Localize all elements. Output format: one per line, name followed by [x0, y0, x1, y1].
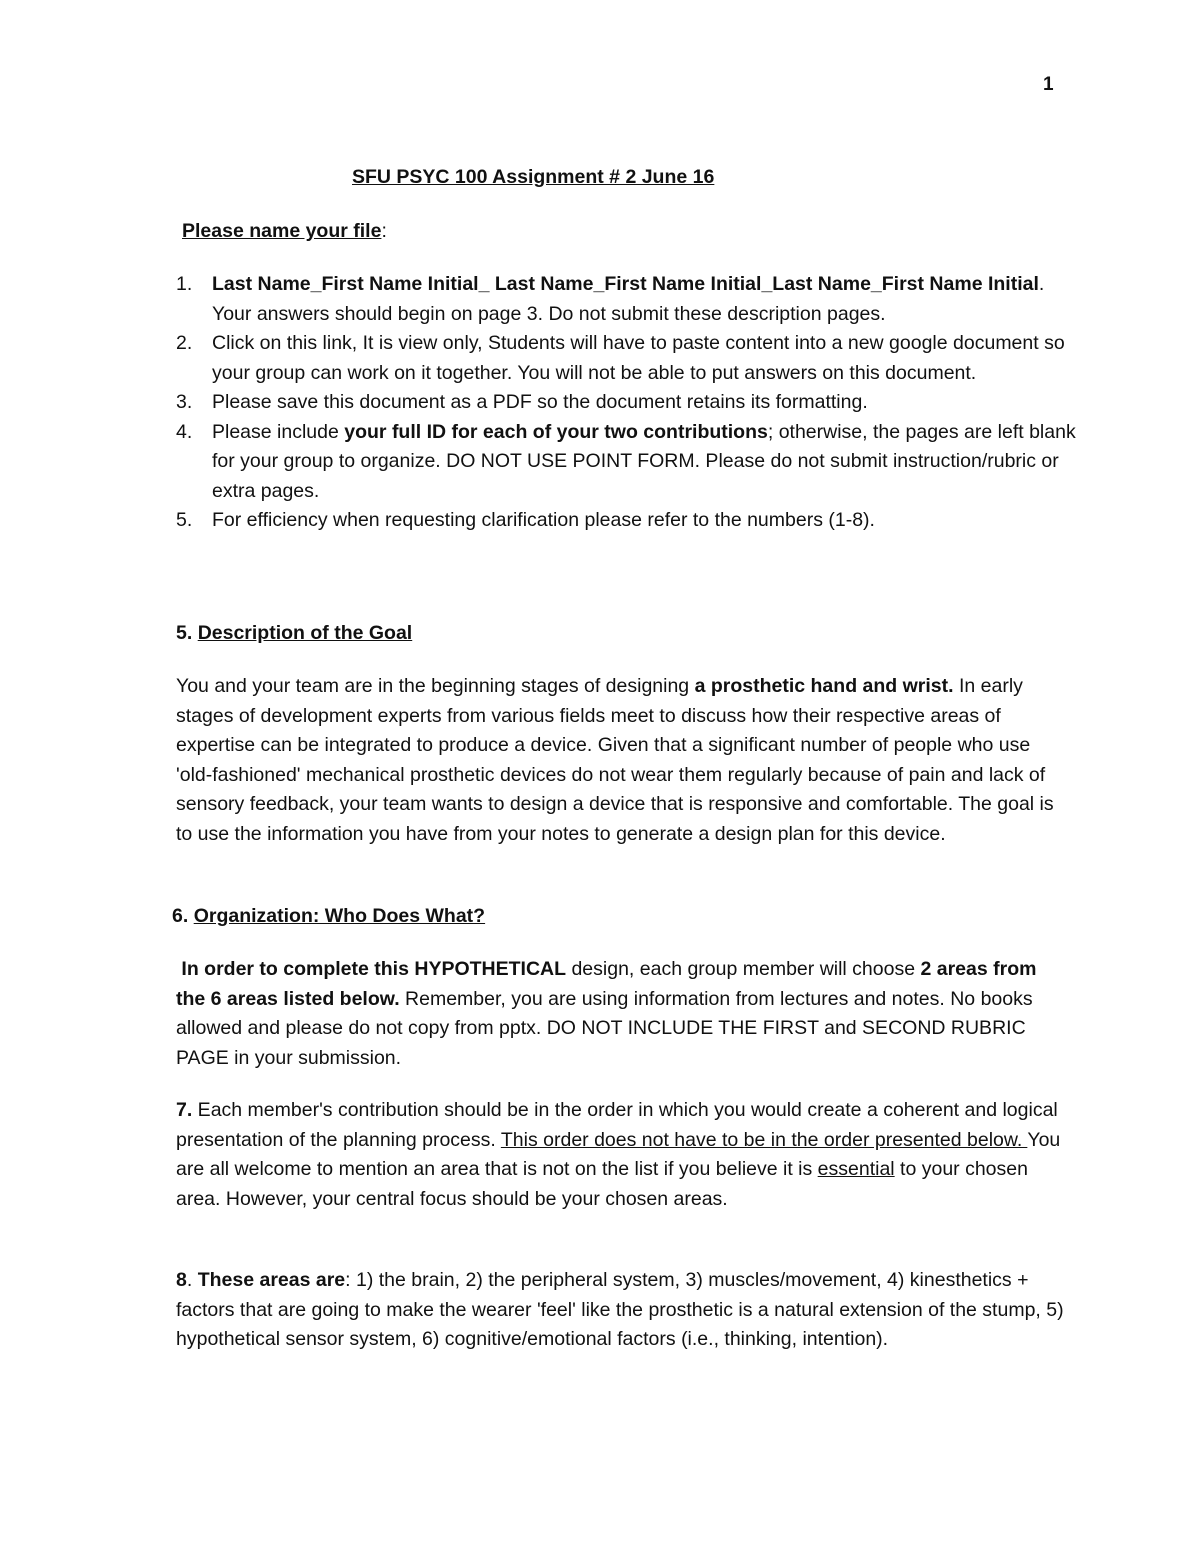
paragraph-text: . [186, 1269, 198, 1291]
instruction-item-1 [176, 270, 1076, 329]
page-title: SFU PSYC 100 Assignment # 2 June 16 [352, 166, 715, 188]
instruction-text: ; otherwise, the pages are left blank for your group to organize. DO NOT USE POINT FORM. Please do not submit instruction/rubric or extra pages. [212, 420, 1076, 502]
section-heading: Organization: Who Does What? [193, 905, 486, 927]
instruction-text: For efficiency when requesting clarification please refer to the numbers (1-8). [212, 509, 875, 531]
paragraph-emphasis: a prosthetic hand and wrist. [694, 675, 954, 697]
file-naming-colon: : [381, 220, 387, 242]
paragraph-emphasis: In order to complete this HYPOTHETICAL [181, 958, 567, 980]
paragraph-text: Remember, you are using information from lectures and notes. No books allowed and please do not copy from pptx. DO NOT INCLUDE THE FIRST and SECOND RUBRIC PAGE in your submission. [176, 987, 1033, 1069]
organization-paragraph [176, 955, 1066, 1073]
paragraph-text: Each member's contribution should be in the order in which you would create a coherent and logical presentation of the planning process. [176, 1099, 1058, 1151]
instruction-text: Please save this document as a PDF so the document retains its formatting. [212, 391, 868, 413]
section-heading: Description of the Goal [197, 622, 413, 644]
instruction-item-2 [176, 329, 1076, 388]
list-number: 1. [176, 273, 193, 295]
organization-heading [172, 902, 1062, 932]
paragraph-text: design, each group member will choose [566, 958, 921, 980]
goal-heading [176, 619, 1066, 649]
instruction-text: . Your answers should begin on page 3. Do not submit these description pages. [212, 273, 1045, 325]
instruction-list [176, 270, 1076, 536]
paragraph-text: In early stages of development experts from various fields meet to discuss how their respective areas of expertise can be integrated to produce a device. Given that a significant number of people who use 'old-fashioned' mechanical prosthetic devices do not wear them regularly because of pain and lack of sensory feedback, your team wants to design a device that is responsive and comfortable. The goal is to use the information you have from your notes to generate a design plan for this device. [176, 675, 1054, 845]
list-number: 2. [176, 332, 193, 354]
areas-paragraph [176, 1266, 1066, 1355]
section-number: 5. [176, 622, 193, 644]
list-number: 4. [176, 420, 193, 443]
paragraph-text: : 1) the brain, 2) the peripheral system, 3) muscles/movement, 4) kinesthetics + factors that are going to make the wearer 'feel' like the prosthetic is a natural extension of the stump, 5) hypothetical sensor system, 6) cognitive/emotional factors (i.e., thinking, intention). [176, 1269, 1064, 1350]
instruction-text: Please include [212, 420, 345, 443]
instruction-item-5 [176, 506, 1076, 536]
file-name-format: Last Name_First Name Initial_ Last Name_First Name Initial_Last Name_First Name Initial [212, 273, 1039, 295]
instruction-emphasis: your full ID for each of your two contributions [344, 420, 768, 443]
instruction-item-4 [176, 418, 1076, 507]
instruction-text: Click on this link, It is view only, Students will have to paste content into a new google document so your group can work on it together. You will not be able to put answers on this document. [212, 332, 1065, 384]
instruction-item-3 [176, 388, 1076, 418]
paragraph-emphasis: 2 areas from the 6 areas listed below. [176, 958, 1037, 1010]
section-number: 7. [176, 1099, 193, 1121]
list-number: 5. [176, 509, 193, 531]
file-naming-heading [182, 220, 387, 243]
goal-paragraph [176, 672, 1066, 849]
list-number: 3. [176, 391, 193, 413]
file-naming-label: Please name your file [182, 220, 382, 242]
paragraph-text: to your chosen area. However, your central focus should be your chosen areas. [176, 1158, 1028, 1210]
paragraph-underline: This order does not have to be in the order presented below. [500, 1128, 1028, 1151]
paragraph-text: You and your team are in the beginning stages of designing [176, 675, 695, 697]
paragraph-text: You are all welcome to mention an area that is not on the list if you believe it is [176, 1128, 1061, 1180]
order-paragraph [176, 1096, 1066, 1214]
section-number: 8 [176, 1269, 187, 1291]
page-number: 1 [1043, 74, 1054, 95]
paragraph-underline: essential [817, 1158, 895, 1180]
section-number: 6. [172, 905, 189, 927]
paragraph-emphasis: These areas are [197, 1269, 346, 1291]
